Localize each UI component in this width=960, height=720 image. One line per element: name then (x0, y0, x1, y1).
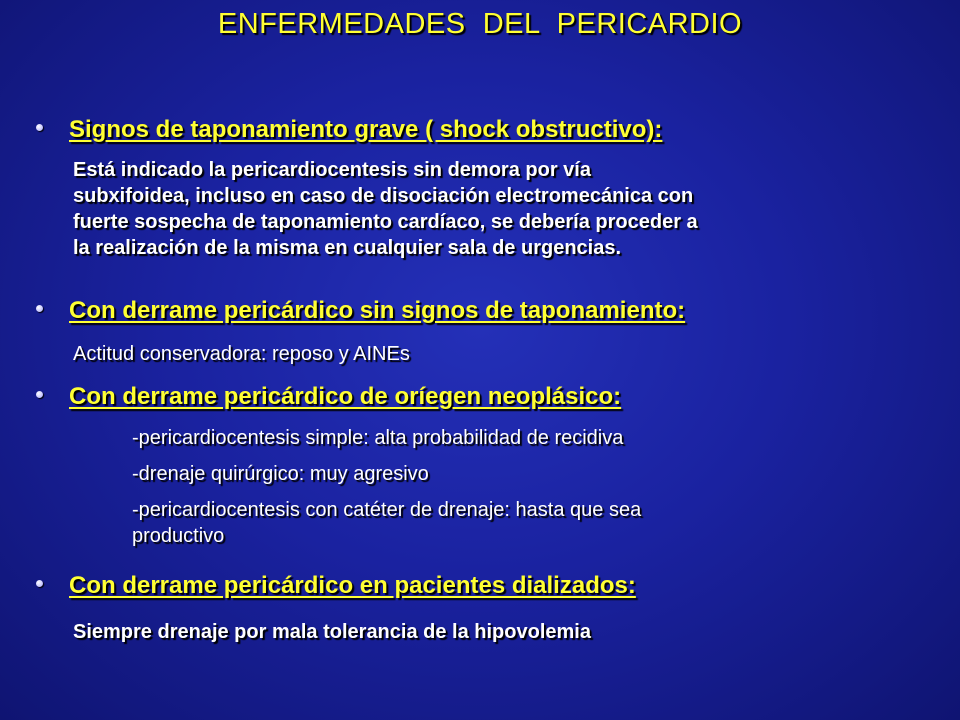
body-line: fuerte sospecha de taponamiento cardíaco, se debería proceder a (73, 211, 698, 233)
section-body (73, 619, 591, 645)
body-line: -pericardiocentesis simple: alta probabilidad de recidiva (132, 427, 624, 449)
bullet-item (36, 572, 636, 600)
section-body (132, 497, 641, 549)
slide-title: ENFERMEDADES DEL PERICARDIO (217, 8, 743, 40)
section-heading: Con derrame pericárdico de oríegen neoplásico: (69, 383, 622, 410)
body-line: subxifoidea, incluso en caso de disociación electromecánica con (73, 185, 694, 207)
bullet-dot-icon (36, 391, 43, 398)
bullet-item (36, 116, 662, 144)
body-line: Actitud conservadora: reposo y AINEs (73, 343, 410, 365)
bullet-item (36, 297, 685, 325)
body-line: Está indicado la pericardiocentesis sin demora por vía (73, 159, 591, 181)
bullet-dot-icon (36, 305, 43, 312)
section-heading: Con derrame pericárdico sin signos de taponamiento: (69, 297, 686, 324)
bullet-item (36, 383, 621, 411)
bullet-dot-icon (36, 124, 43, 131)
section-heading: Signos de taponamiento grave ( shock obstructivo): (69, 116, 663, 143)
body-line: productivo (132, 525, 225, 547)
body-line: -pericardiocentesis con catéter de drenaje: hasta que sea (132, 499, 642, 521)
section-body (132, 461, 429, 487)
body-line: Siempre drenaje por mala tolerancia de la hipovolemia (73, 621, 591, 643)
body-line: -drenaje quirúrgico: muy agresivo (132, 463, 429, 485)
body-line: la realización de la misma en cualquier sala de urgencias. (73, 237, 622, 259)
bullet-dot-icon (36, 580, 43, 587)
section-heading: Con derrame pericárdico en pacientes dializados: (69, 572, 636, 599)
section-body (73, 341, 410, 367)
section-body (132, 425, 623, 451)
section-body (73, 157, 698, 261)
